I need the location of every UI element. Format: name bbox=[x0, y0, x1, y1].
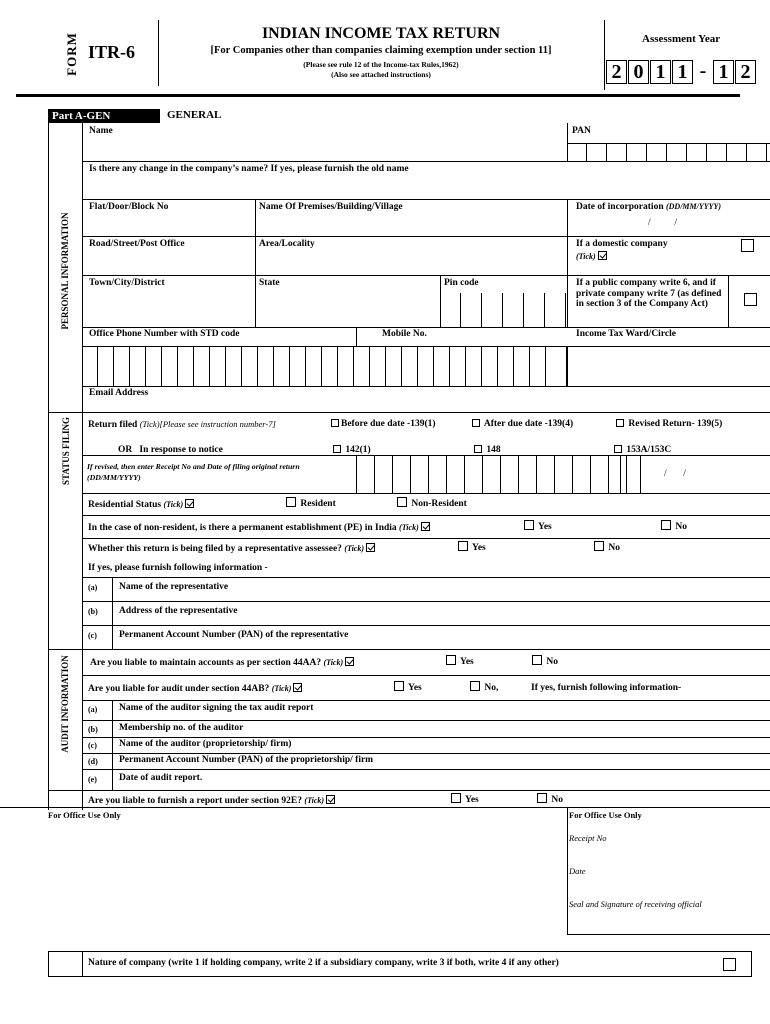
q44aa-yes-option[interactable]: Yes bbox=[446, 655, 474, 667]
after-due-option[interactable]: After due date -139(4) bbox=[472, 419, 573, 429]
audit-row-c-key: (c) bbox=[88, 741, 97, 750]
name-label: Name bbox=[89, 126, 113, 136]
side-status-filing: STATUS FILING bbox=[61, 417, 71, 485]
state-label: State bbox=[259, 278, 280, 288]
rep-row-a-key: (a) bbox=[88, 583, 98, 592]
ward-circle-label: Income Tax Ward/Circle bbox=[576, 329, 676, 339]
premises-label: Name Of Premises/Building/Village bbox=[259, 202, 403, 212]
audit-row-b-label: Membership no. of the auditor bbox=[119, 723, 244, 733]
pin-code-label: Pin code bbox=[444, 278, 479, 288]
q44ab-yes-option[interactable]: Yes bbox=[394, 681, 422, 693]
nature-of-company-label: Nature of company (write 1 if holding company, write 2 if a subsidiary company, write 3 if both, write 4 if any other) bbox=[88, 958, 559, 968]
date-of-incorporation-label: Date of incorporation (DD/MM/YYYY) bbox=[576, 202, 722, 212]
resident-option[interactable]: Resident bbox=[286, 497, 336, 509]
pe-question: In the case of non-resident, is there a permanent establishment (PE) in India (Tick) bbox=[88, 522, 430, 533]
audit-row-c-label: Name of the auditor (proprietorship/ firm) bbox=[119, 739, 292, 749]
return-filed-row: Return filed (Tick)[Please see instruction number-7] bbox=[88, 419, 276, 430]
email-label: Email Address bbox=[89, 388, 149, 398]
seal-signature-label: Seal and Signature of receiving official bbox=[569, 899, 702, 909]
receipt-number-boxes[interactable] bbox=[356, 455, 627, 493]
q44ab-question: Are you liable for audit under section 44AB? (Tick) bbox=[88, 683, 302, 694]
office-use-right: For Office Use Only bbox=[569, 810, 642, 820]
name-change-question: Is there any change in the company’s name? If yes, please furnish the old name bbox=[89, 164, 409, 174]
pan-input-boxes[interactable] bbox=[567, 143, 767, 161]
audit-row-e-key: (e) bbox=[88, 775, 97, 784]
notice-153-option[interactable]: 153A/153C bbox=[614, 445, 671, 455]
audit-row-d-key: (d) bbox=[88, 757, 98, 766]
mobile-label: Mobile No. bbox=[382, 329, 427, 339]
q92e-yes-option[interactable]: Yes bbox=[451, 793, 479, 805]
audit-row-e-label: Date of audit report. bbox=[119, 773, 203, 783]
town-label: Town/City/District bbox=[89, 278, 165, 288]
domestic-company-checkbox[interactable] bbox=[741, 239, 754, 252]
rep-row-b-key: (b) bbox=[88, 607, 98, 616]
domestic-tick-hint: (Tick) bbox=[576, 251, 607, 261]
original-filing-date-field[interactable]: / / bbox=[664, 469, 686, 479]
road-label: Road/Street/Post Office bbox=[89, 239, 185, 249]
form-rule-note: (Please see rule 12 of the Income-tax Rules,1962) bbox=[303, 60, 459, 69]
nature-of-company-box[interactable] bbox=[723, 958, 736, 971]
area-label: Area/Locality bbox=[259, 239, 315, 249]
before-due-option[interactable]: Before due date -139(1) bbox=[331, 419, 436, 429]
notice-142-option[interactable]: 142(1) bbox=[333, 445, 371, 455]
q92e-no-option[interactable]: No bbox=[537, 793, 563, 805]
assessment-year-label: Assessment Year bbox=[642, 33, 721, 45]
audit-intro: If yes, furnish following information- bbox=[531, 683, 682, 693]
form-subtitle: [For Companies other than companies claiming exemption under section 11] bbox=[210, 45, 552, 56]
rep-row-b-label: Address of the representative bbox=[119, 606, 238, 616]
audit-row-b-key: (b) bbox=[88, 725, 98, 734]
phone-label: Office Phone Number with STD code bbox=[89, 329, 240, 339]
flat-label: Flat/Door/Block No bbox=[89, 202, 169, 212]
form-title: INDIAN INCOME TAX RETURN bbox=[261, 25, 501, 42]
form-word: FORM bbox=[63, 32, 79, 76]
q92e-question: Are you liable to furnish a report under section 92E? (Tick) bbox=[88, 795, 335, 806]
rep-row-c-key: (c) bbox=[88, 631, 97, 640]
part-tag: Part A-GEN bbox=[48, 109, 160, 123]
revised-receipt-note: If revised, then enter Receipt No and Date of filing original return (DD/MM/YYYY) bbox=[87, 462, 300, 482]
rep-row-c-label: Permanent Account Number (PAN) of the representative bbox=[119, 630, 349, 640]
revised-return-option[interactable]: Revised Return- 139(5) bbox=[616, 419, 722, 429]
pe-no-option[interactable]: No bbox=[661, 520, 687, 532]
incorporation-date-field[interactable]: / / bbox=[648, 218, 678, 228]
representative-no-option[interactable]: No bbox=[594, 541, 620, 553]
audit-row-a-key: (a) bbox=[88, 705, 98, 714]
q44aa-no-option[interactable]: No bbox=[532, 655, 558, 667]
pan-label: PAN bbox=[572, 126, 591, 136]
domestic-company-label: If a domestic company bbox=[576, 239, 668, 249]
pe-yes-option[interactable]: Yes bbox=[524, 520, 552, 532]
audit-row-a-label: Name of the auditor signing the tax audit report bbox=[119, 703, 314, 713]
public-company-label: If a public company write 6, and if private company write 7 (as defined in section 3 of the Company Act) bbox=[576, 278, 722, 309]
residential-status-label: Residential Status (Tick) bbox=[88, 499, 194, 510]
representative-question: Whether this return is being filed by a representative assessee? (Tick) bbox=[88, 543, 375, 554]
office-date-label: Date bbox=[569, 866, 586, 876]
audit-row-d-label: Permanent Account Number (PAN) of the proprietorship/ firm bbox=[119, 755, 374, 765]
pin-code-boxes[interactable] bbox=[440, 293, 566, 327]
form-instructions-note: (Also see attached instructions) bbox=[331, 70, 431, 79]
notice-label: OR In response to notice bbox=[118, 445, 223, 455]
q44aa-question: Are you liable to maintain accounts as per section 44AA? (Tick) bbox=[90, 657, 354, 668]
representative-yes-option[interactable]: Yes bbox=[458, 541, 486, 553]
office-use-left: For Office Use Only bbox=[48, 810, 121, 820]
non-resident-option[interactable]: Non-Resident bbox=[397, 497, 467, 509]
side-personal-information: PERSONAL INFORMATION bbox=[60, 212, 70, 330]
part-title: GENERAL bbox=[167, 109, 222, 121]
notice-148-option[interactable]: 148 bbox=[474, 445, 501, 455]
form-code: ITR-6 bbox=[88, 42, 136, 62]
q44ab-no-option[interactable]: No, bbox=[470, 681, 498, 693]
phone-mobile-boxes[interactable] bbox=[82, 346, 567, 386]
company-type-box[interactable] bbox=[744, 293, 757, 306]
representative-intro: If yes, please furnish following information - bbox=[88, 563, 268, 573]
side-audit-information: AUDIT INFORMATION bbox=[60, 655, 70, 753]
assessment-year: 2 0 1 1 - 1 2 bbox=[606, 60, 757, 84]
rep-row-a-label: Name of the representative bbox=[119, 582, 229, 592]
receipt-no-label: Receipt No bbox=[569, 833, 607, 843]
